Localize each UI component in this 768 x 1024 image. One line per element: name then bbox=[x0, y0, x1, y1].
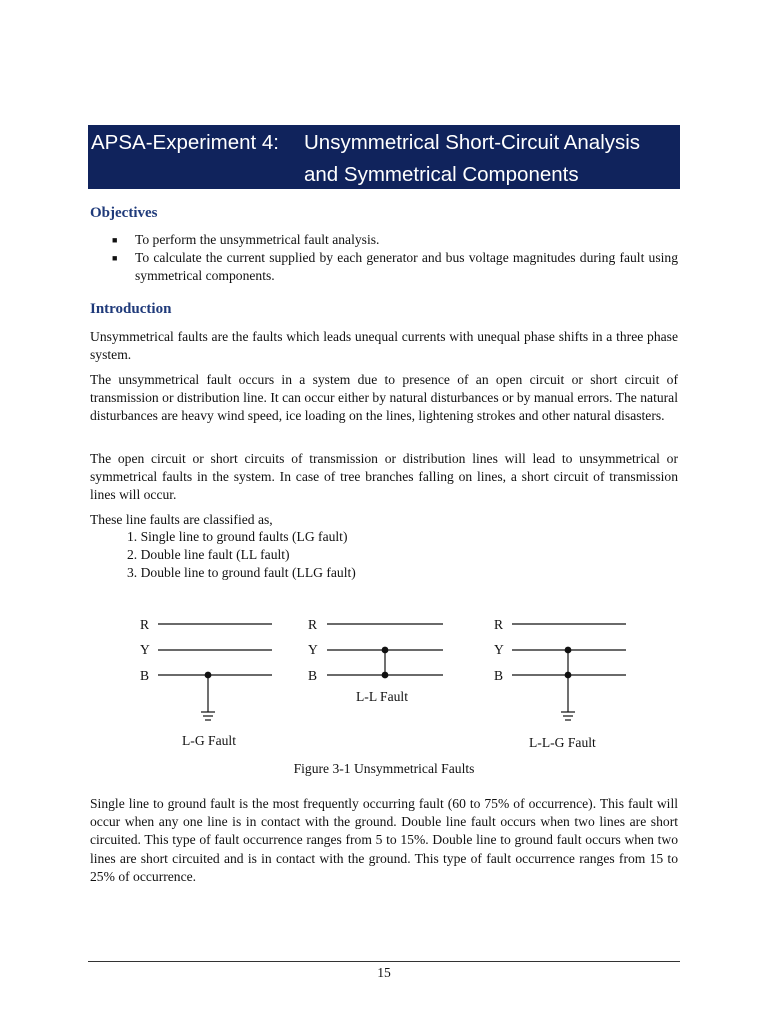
experiment-title-banner bbox=[88, 125, 680, 189]
fault-types-list bbox=[127, 528, 356, 583]
page-number: 15 bbox=[377, 965, 391, 980]
phase-label-b: B bbox=[140, 668, 150, 683]
phase-label-y: Y bbox=[494, 642, 504, 657]
closing-paragraph: Single line to ground fault is the most frequently occurring fault (60 to 75% of occurrence). This fault will occur when any one line is in contact with the ground. Double line fault occurs when two lines are short circuited. This type of fault occurrence ranges from 5 to 15%. Double line to ground fault occurs when two lines are short circuited and is in contact with the ground. This type of fault occurrence ranges from 15 to 25% of occurrence. bbox=[90, 796, 678, 884]
lg-fault-diagram bbox=[140, 617, 272, 748]
intro-paragraph-4: These line faults are classified as, bbox=[90, 512, 273, 527]
ll-fault-label: L-L Fault bbox=[356, 689, 408, 704]
llg-fault-label: L-L-G Fault bbox=[529, 735, 596, 750]
title-line-1: Unsymmetrical Short-Circuit Analysis bbox=[304, 131, 641, 154]
objective-item bbox=[90, 231, 678, 249]
bullet-icon: ■ bbox=[112, 235, 118, 245]
title-prefix: APSA-Experiment 4: bbox=[91, 131, 279, 154]
phase-label-b: B bbox=[494, 668, 504, 683]
figure-caption: Figure 3-1 Unsymmetrical Faults bbox=[293, 761, 475, 776]
phase-label-r: R bbox=[308, 617, 318, 632]
fault-type-item: 3. Double line to ground fault (LLG fault) bbox=[127, 565, 356, 581]
introduction-heading: Introduction bbox=[90, 301, 172, 317]
fault-type-item: 2. Double line fault (LL fault) bbox=[127, 547, 290, 563]
intro-paragraph-1: Unsymmetrical faults are the faults which leads unequal currents with unequal phase shifts in a three phase system. bbox=[90, 329, 678, 363]
objectives-list bbox=[90, 231, 678, 286]
lg-fault-label: L-G Fault bbox=[182, 733, 236, 748]
unsymmetrical-faults-diagram bbox=[130, 608, 640, 758]
intro-paragraph-3: The open circuit or short circuits of transmission or distribution lines will lead to unsymmetrical or symmetrical faults in the system. In case of tree branches falling on lines, a short circuit of transmission lines will occur. bbox=[90, 451, 678, 503]
objective-item bbox=[90, 249, 678, 285]
objective-text: To calculate the current supplied by each generator and bus voltage magnitudes during fault using symmetrical components. bbox=[135, 250, 678, 284]
objective-text: To perform the unsymmetrical fault analysis. bbox=[135, 232, 380, 247]
objectives-heading: Objectives bbox=[90, 205, 158, 221]
footer-divider bbox=[88, 961, 680, 962]
fault-type-item: 1. Single line to ground faults (LG fault) bbox=[127, 529, 348, 544]
intro-paragraph-2: The unsymmetrical fault occurs in a system due to presence of an open circuit or short circuit of transmission or distribution line. It can occur either by natural disturbances or by manual errors. The natural disturbances are heavy wind speed, ice loading on the lines, lightening strokes and other natural disasters. bbox=[90, 372, 678, 424]
phase-label-y: Y bbox=[140, 642, 150, 657]
bullet-icon: ■ bbox=[112, 253, 118, 264]
llg-fault-diagram bbox=[494, 617, 626, 750]
phase-label-r: R bbox=[140, 617, 150, 632]
phase-label-r: R bbox=[494, 617, 504, 632]
phase-label-y: Y bbox=[308, 642, 318, 657]
ll-fault-diagram bbox=[308, 617, 443, 704]
title-line-2: and Symmetrical Components bbox=[304, 163, 579, 186]
phase-label-b: B bbox=[308, 668, 318, 683]
